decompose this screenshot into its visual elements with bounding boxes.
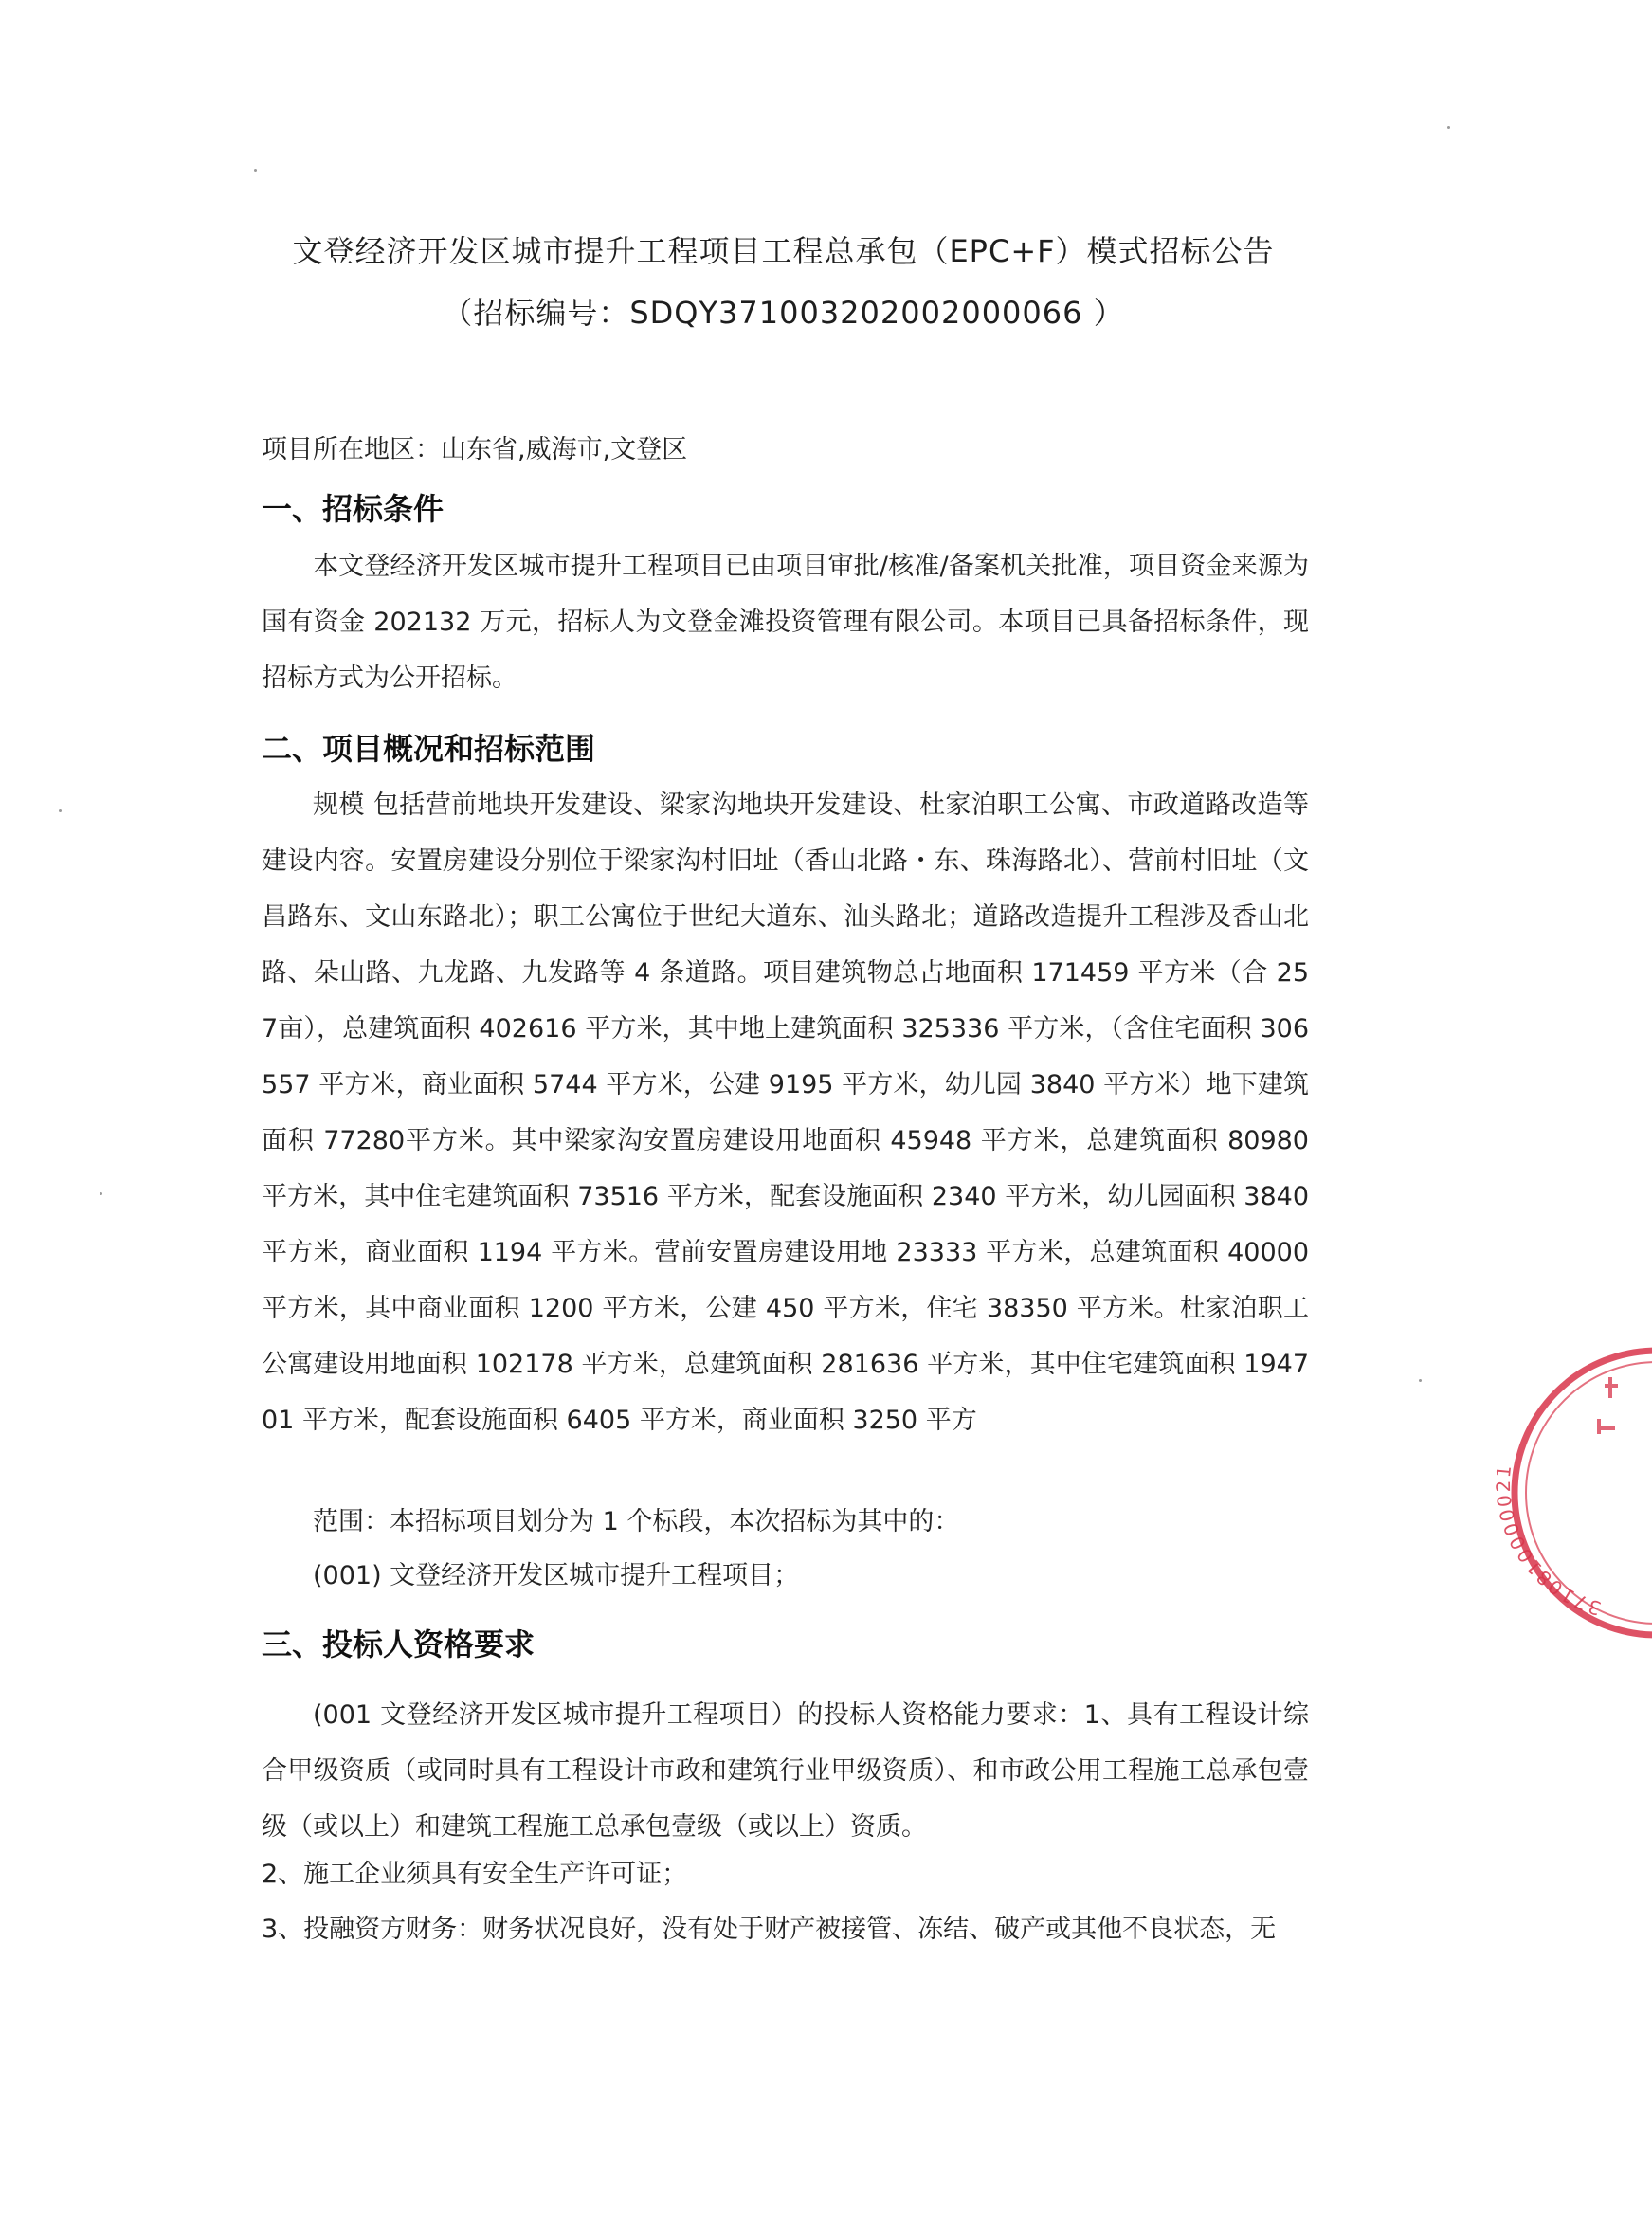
lot-line: (001) 文登经济开发区城市提升工程项目； (313, 1561, 800, 1590)
section-paragraph-qualifications: (001 文登经济开发区城市提升工程项目）的投标人资格能力要求：1、具有工程设计综合甲级资质（或同时具有工程设计市政和建筑行业甲级资质）、和市政公用工程施工总承包壹级（或以上）和建筑工程施工总承包壹级（或以上）资质。 (262, 1700, 1309, 1842)
document-title: 文登经济开发区城市提升工程项目工程总承包（EPC+F）模式招标公告 (292, 233, 1275, 269)
scan-speck (254, 169, 257, 172)
seal-number: 3710810000021 (1491, 1462, 1605, 1621)
requirement-item-3: 3、投融资方财务：财务状况良好，没有处于财产被接管、冻结、破产或其他不良状态，无 (262, 1915, 1277, 1944)
official-seal (1491, 1322, 1652, 1663)
scan-speck (1419, 1379, 1422, 1382)
scan-speck (100, 1192, 102, 1195)
tender-code: （招标编号：SDQY371003202002000066 ） (442, 295, 1125, 331)
requirement-item-2: 2、施工企业须具有安全生产许可证； (262, 1860, 688, 1889)
section-heading-overview: 二、项目概况和招标范围 (262, 731, 596, 767)
scan-speck (59, 809, 62, 812)
section-paragraph-conditions: 本文登经济开发区城市提升工程项目已由项目审批/核准/备案机关批准，项目资金来源为国有资金 202132 万元，招标人为文登金滩投资管理有限公司。本项目已具备招标条件，现招标方式为公开招标。 (262, 552, 1309, 693)
scope-line: 范围：本招标项目划分为 1 个标段，本次招标为其中的： (313, 1507, 960, 1536)
section-heading-qualifications: 三、投标人资格要求 (262, 1626, 536, 1662)
section-paragraph-overview: 规模 包括营前地块开发建设、梁家沟地块开发建设、杜家泊职工公寓、市政道路改造等建设内容。安置房建设分别位于梁家沟村旧址（香山北路・东、珠海路北）、营前村旧址（文昌路东、文山东路北）；职工公寓位于世纪大道东、汕头路北；道路改造提升工程涉及香山北路、朵山路、九龙路、九发路等 4 条道路。项目建筑物总占地面积 171459 平方米（合 257亩），总建筑面积 402616 平方米，其中地上建筑面积 325336 平方米，（含住宅面积 306557 平方米，商业面积 5744 平方米，公建 9195 平方米，幼儿园 3840 平方米）地下建筑面积 77280平方米。其中梁家沟安置房建设用地面积 45948 平方米，总建筑面积 80980 平方米，其中住宅建筑面积 73516 平方米，配套设施面积 2340 平方米，幼儿园面积 3840 平方米，商业面积 1194 平方米。营前安置房建设用地 23333 平方米，总建筑面积 40000 平方米，其中商业面积 1200 平方米，公建 450 平方米，住宅 38350 平方米。杜家泊职工公寓建设用地面积 102178 平方米，总建筑面积 281636 平方米，其中住宅建筑面积 194701 平方米，配套设施面积 6405 平方米，商业面积 3250 平方 (262, 790, 1309, 1435)
section-heading-conditions: 一、招标条件 (262, 491, 445, 527)
svg-text:3710810000021 (1492, 1462, 1604, 1620)
scan-speck (1447, 126, 1450, 129)
project-region: 项目所在地区：山东省,威海市,文登区 (262, 435, 688, 464)
